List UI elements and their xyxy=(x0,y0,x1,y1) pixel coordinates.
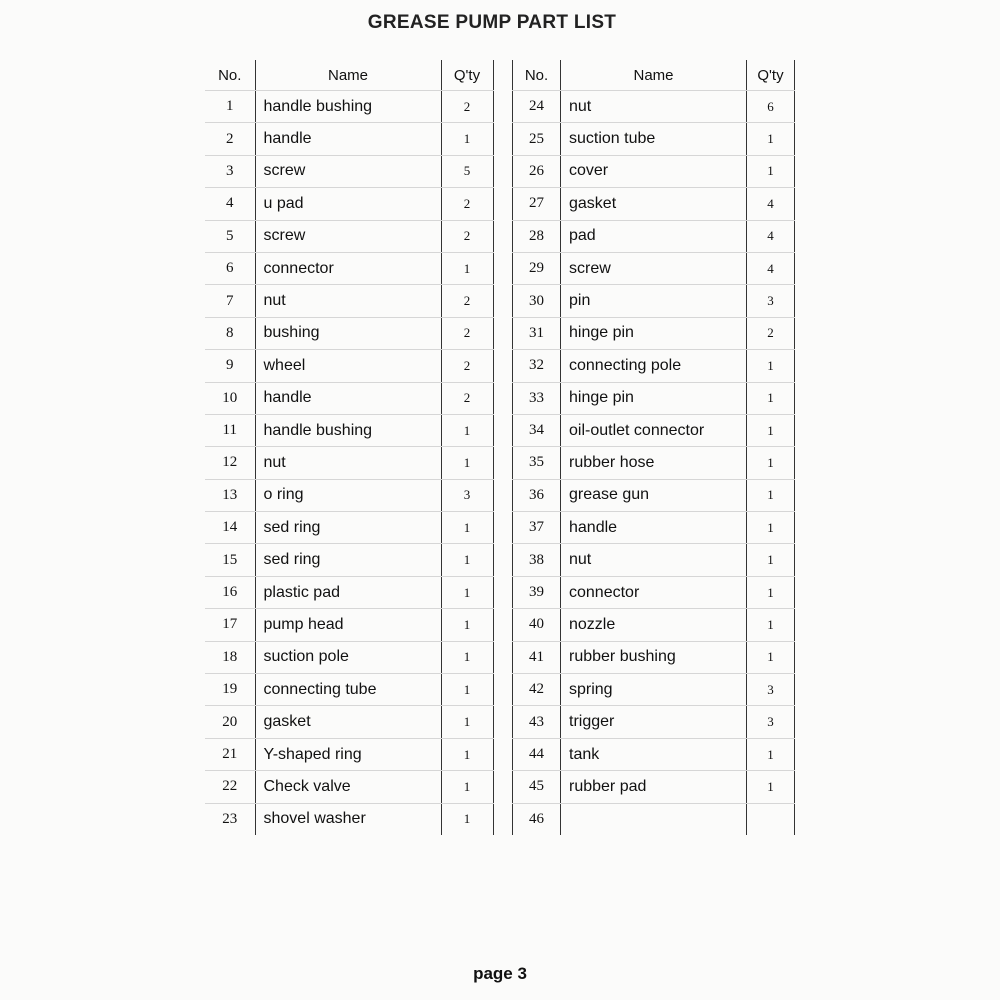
part-number: 38 xyxy=(513,544,561,576)
part-name: hinge pin xyxy=(561,382,747,414)
part-number: 31 xyxy=(513,317,561,349)
table-row xyxy=(513,155,795,187)
table-row xyxy=(513,350,795,382)
part-number: 13 xyxy=(205,479,255,511)
part-number: 1 xyxy=(205,91,255,123)
table-row xyxy=(205,188,493,220)
table-row xyxy=(513,706,795,738)
part-quantity: 1 xyxy=(747,447,795,479)
part-name xyxy=(561,803,747,835)
part-quantity: 4 xyxy=(747,220,795,252)
table-row xyxy=(205,220,493,252)
part-name: pad xyxy=(561,220,747,252)
part-quantity: 1 xyxy=(747,414,795,446)
part-quantity: 1 xyxy=(441,512,493,544)
part-name: connector xyxy=(255,252,441,284)
page-title: GREASE PUMP PART LIST xyxy=(367,12,617,33)
part-quantity: 4 xyxy=(747,252,795,284)
part-quantity: 2 xyxy=(441,317,493,349)
table-row xyxy=(513,382,795,414)
part-quantity: 1 xyxy=(747,544,795,576)
table-row xyxy=(205,123,493,155)
table-row xyxy=(513,803,795,835)
part-quantity: 2 xyxy=(441,91,493,123)
part-name: grease gun xyxy=(561,479,747,511)
part-number: 22 xyxy=(205,771,255,803)
header-qty: Q'ty xyxy=(747,60,795,91)
table-row xyxy=(205,317,493,349)
part-name: Y-shaped ring xyxy=(255,738,441,770)
part-quantity: 3 xyxy=(747,674,795,706)
parts-table-left xyxy=(205,60,494,835)
part-number: 45 xyxy=(513,771,561,803)
part-name: rubber hose xyxy=(561,447,747,479)
part-quantity: 1 xyxy=(441,803,493,835)
part-quantity: 1 xyxy=(747,771,795,803)
part-quantity: 2 xyxy=(747,317,795,349)
part-quantity xyxy=(747,803,795,835)
part-quantity: 2 xyxy=(441,382,493,414)
part-number: 7 xyxy=(205,285,255,317)
part-name: o ring xyxy=(255,479,441,511)
table-row xyxy=(513,544,795,576)
part-name: handle bushing xyxy=(255,91,441,123)
table-row xyxy=(513,447,795,479)
part-quantity: 1 xyxy=(441,576,493,608)
part-number: 10 xyxy=(205,382,255,414)
part-quantity: 1 xyxy=(441,706,493,738)
table-row xyxy=(205,350,493,382)
table-row xyxy=(205,155,493,187)
part-number: 33 xyxy=(513,382,561,414)
part-name: Check valve xyxy=(255,771,441,803)
part-quantity: 1 xyxy=(441,771,493,803)
part-name: gasket xyxy=(561,188,747,220)
header-qty: Q'ty xyxy=(441,60,493,91)
part-name: bushing xyxy=(255,317,441,349)
part-quantity: 1 xyxy=(747,155,795,187)
part-number: 18 xyxy=(205,641,255,673)
part-quantity: 1 xyxy=(747,738,795,770)
part-name: rubber bushing xyxy=(561,641,747,673)
table-row xyxy=(205,285,493,317)
part-name: nozzle xyxy=(561,609,747,641)
part-number: 34 xyxy=(513,414,561,446)
part-number: 39 xyxy=(513,576,561,608)
part-number: 8 xyxy=(205,317,255,349)
part-name: cover xyxy=(561,155,747,187)
part-number: 16 xyxy=(205,576,255,608)
table-row xyxy=(205,609,493,641)
part-quantity: 1 xyxy=(747,641,795,673)
table-row xyxy=(513,91,795,123)
part-number: 27 xyxy=(513,188,561,220)
table-row xyxy=(205,771,493,803)
part-number: 9 xyxy=(205,350,255,382)
part-name: u pad xyxy=(255,188,441,220)
part-name: hinge pin xyxy=(561,317,747,349)
header-name: Name xyxy=(561,60,747,91)
table-row xyxy=(513,479,795,511)
table-row xyxy=(205,641,493,673)
part-name: trigger xyxy=(561,706,747,738)
table-row xyxy=(513,188,795,220)
part-name: screw xyxy=(255,220,441,252)
parts-table-right xyxy=(512,60,795,835)
part-name: nut xyxy=(561,91,747,123)
part-name: pin xyxy=(561,285,747,317)
table-row xyxy=(513,576,795,608)
part-number: 36 xyxy=(513,479,561,511)
table-row xyxy=(205,382,493,414)
part-name: handle xyxy=(561,512,747,544)
table-row xyxy=(513,641,795,673)
part-number: 20 xyxy=(205,706,255,738)
part-number: 43 xyxy=(513,706,561,738)
table-row xyxy=(513,252,795,284)
part-quantity: 5 xyxy=(441,155,493,187)
part-quantity: 1 xyxy=(747,350,795,382)
part-name: connecting tube xyxy=(255,674,441,706)
part-number: 4 xyxy=(205,188,255,220)
part-number: 11 xyxy=(205,414,255,446)
table-row xyxy=(513,609,795,641)
part-number: 24 xyxy=(513,91,561,123)
header-no: No. xyxy=(513,60,561,91)
table-row xyxy=(513,317,795,349)
part-quantity: 2 xyxy=(441,188,493,220)
table-row xyxy=(513,674,795,706)
part-name: nut xyxy=(561,544,747,576)
part-number: 44 xyxy=(513,738,561,770)
part-name: handle bushing xyxy=(255,414,441,446)
part-name: screw xyxy=(255,155,441,187)
part-name: connector xyxy=(561,576,747,608)
part-number: 15 xyxy=(205,544,255,576)
part-number: 32 xyxy=(513,350,561,382)
table-row xyxy=(205,91,493,123)
table-row xyxy=(513,123,795,155)
header-name: Name xyxy=(255,60,441,91)
part-quantity: 3 xyxy=(747,285,795,317)
part-quantity: 1 xyxy=(441,414,493,446)
part-name: handle xyxy=(255,123,441,155)
table-row xyxy=(205,447,493,479)
table-row xyxy=(513,285,795,317)
part-name: wheel xyxy=(255,350,441,382)
table-row xyxy=(205,544,493,576)
table-row xyxy=(205,706,493,738)
part-quantity: 1 xyxy=(441,252,493,284)
part-quantity: 1 xyxy=(747,609,795,641)
table-row xyxy=(205,479,493,511)
part-quantity: 4 xyxy=(747,188,795,220)
part-name: suction tube xyxy=(561,123,747,155)
part-name: connecting pole xyxy=(561,350,747,382)
part-name: shovel washer xyxy=(255,803,441,835)
part-number: 42 xyxy=(513,674,561,706)
header-no: No. xyxy=(205,60,255,91)
part-name: suction pole xyxy=(255,641,441,673)
part-quantity: 1 xyxy=(441,609,493,641)
part-name: sed ring xyxy=(255,544,441,576)
table-row xyxy=(205,414,493,446)
part-number: 41 xyxy=(513,641,561,673)
part-name: pump head xyxy=(255,609,441,641)
part-name: gasket xyxy=(255,706,441,738)
part-quantity: 1 xyxy=(747,479,795,511)
part-number: 21 xyxy=(205,738,255,770)
part-number: 12 xyxy=(205,447,255,479)
part-number: 40 xyxy=(513,609,561,641)
page-number: page 3 xyxy=(473,964,527,983)
part-quantity: 1 xyxy=(747,576,795,608)
part-number: 5 xyxy=(205,220,255,252)
part-name: plastic pad xyxy=(255,576,441,608)
part-quantity: 1 xyxy=(441,738,493,770)
part-name: spring xyxy=(561,674,747,706)
table-row xyxy=(205,576,493,608)
part-number: 25 xyxy=(513,123,561,155)
part-quantity: 3 xyxy=(747,706,795,738)
part-name: oil-outlet connector xyxy=(561,414,747,446)
table-row xyxy=(205,512,493,544)
part-name: handle xyxy=(255,382,441,414)
table-row xyxy=(513,414,795,446)
part-name: tank xyxy=(561,738,747,770)
part-quantity: 6 xyxy=(747,91,795,123)
part-name: sed ring xyxy=(255,512,441,544)
part-number: 19 xyxy=(205,674,255,706)
part-number: 6 xyxy=(205,252,255,284)
part-name: nut xyxy=(255,285,441,317)
part-number: 23 xyxy=(205,803,255,835)
part-quantity: 1 xyxy=(441,544,493,576)
table-row xyxy=(513,512,795,544)
part-number: 35 xyxy=(513,447,561,479)
part-number: 28 xyxy=(513,220,561,252)
part-quantity: 1 xyxy=(747,123,795,155)
table-row xyxy=(513,738,795,770)
table-header-row xyxy=(513,60,795,91)
part-name: nut xyxy=(255,447,441,479)
table-row xyxy=(205,738,493,770)
part-quantity: 1 xyxy=(441,123,493,155)
part-quantity: 2 xyxy=(441,220,493,252)
part-quantity: 1 xyxy=(441,447,493,479)
part-number: 30 xyxy=(513,285,561,317)
part-number: 2 xyxy=(205,123,255,155)
part-name: rubber pad xyxy=(561,771,747,803)
part-quantity: 3 xyxy=(441,479,493,511)
part-number: 37 xyxy=(513,512,561,544)
part-name: screw xyxy=(561,252,747,284)
table-row xyxy=(513,771,795,803)
table-row xyxy=(205,252,493,284)
part-number: 46 xyxy=(513,803,561,835)
part-quantity: 1 xyxy=(441,674,493,706)
part-quantity: 1 xyxy=(747,512,795,544)
part-quantity: 2 xyxy=(441,350,493,382)
table-row xyxy=(513,220,795,252)
part-quantity: 1 xyxy=(441,641,493,673)
table-row xyxy=(205,803,493,835)
part-number: 29 xyxy=(513,252,561,284)
table-header-row xyxy=(205,60,493,91)
part-number: 26 xyxy=(513,155,561,187)
part-number: 3 xyxy=(205,155,255,187)
table-row xyxy=(205,674,493,706)
part-quantity: 1 xyxy=(747,382,795,414)
part-number: 17 xyxy=(205,609,255,641)
part-number: 14 xyxy=(205,512,255,544)
part-quantity: 2 xyxy=(441,285,493,317)
